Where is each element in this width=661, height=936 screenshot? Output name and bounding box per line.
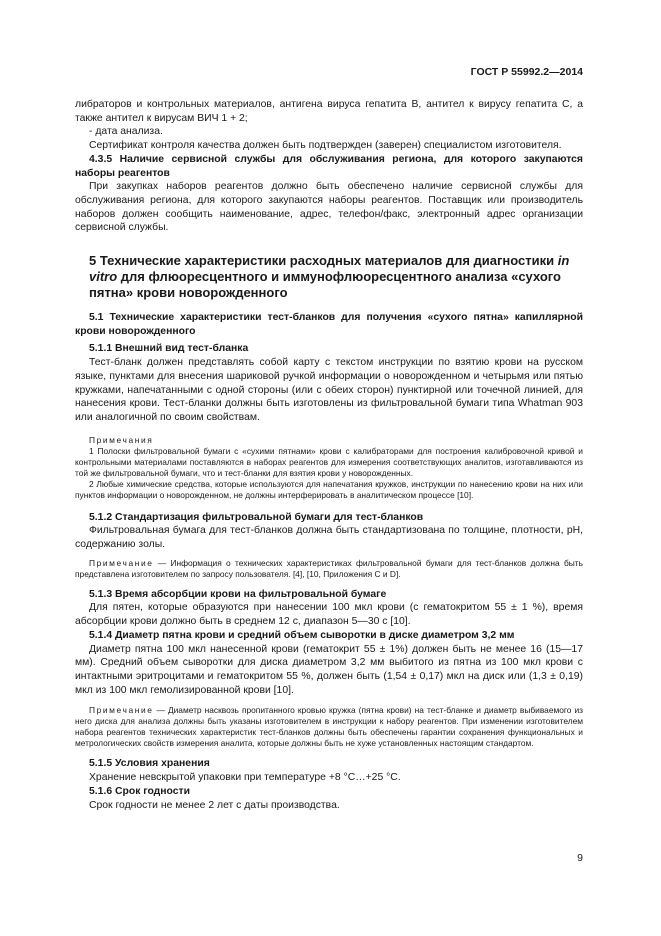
paragraph: Фильтровальная бумага для тест-бланков должна быть стандартизована по толщине, плотности, pH, содержанию золы. [75,525,583,551]
section-heading: 5.1.5 Условия хранения [89,758,210,770]
section-heading: 5.1.6 Срок годности [89,785,191,797]
section-heading: 5.1.4 Диаметр пятна крови и средний объем сыворотки в диске диаметром 3,2 мм [89,629,515,641]
paragraph: Диаметр пятна 100 мкл нанесенной крови (гематокрит 55 ± 1%) должен быть не менее 16 (15—17 мм). Средний объем сыворотки для диска диаметром 3,2 мм выбитого из пятна из 100 мкл крови с интактными эритроцитами и гематокритом 55 %, должен быть (1,54 ± 0,17) мкл на диск или (1,3 ± 0,19) мкл из 100 мкл гемолизированной крови [10]. [75,643,583,696]
paragraph: Сертификат контроля качества должен быть подтвержден (заверен) специалистом изготовителя. [89,140,562,152]
note-item: 1 Полоски фильтровальной бумаги с «сухими пятнами» крови с калибраторами для построения калибровочной кривой и контрольными материалами поставляются в наборах реагентов для измерения соответствующих аналитов, изготавливаются из той же фильтровальной бумаги, что и тест-бланки для взятия крови у новорожденных. [75,445,583,478]
section-heading: 5.1.3 Время абсорбции крови на фильтровальной бумаге [89,588,387,600]
section-heading: 5.1 Технические характеристики тест-бланков для получения «сухого пятна» капиллярной крови новорожденного [75,312,583,337]
section-heading: 5.1.2 Стандартизация фильтровальной бумаги для тест-бланков [89,511,424,523]
section-title-part: для флюоресцентного и иммунофлюоресцентного анализа «сухого пятна» крови новорожденного [89,269,561,301]
note-label: Примечание [89,705,154,716]
paragraph: Срок годности не менее 2 лет с даты производства. [89,799,340,811]
note-item [75,705,583,749]
section-title-italic: in vitro [89,253,570,285]
page-body [75,98,583,812]
section-heading: 5.1.1 Внешний вид тест-бланка [89,343,249,355]
paragraph: Для пятен, которые образуются при нанесении 100 мкл крови (с гематокритом 55 ± 1 %), время абсорбции крови должно быть в среднем 12 с, диапазон 5—30 с [10]. [75,602,583,628]
note-text: — Диаметр насквозь пропитанного кровью кружка (пятна крови) на тест-бланке и диаметр выбиваемого из него диска для анализа должны быть указаны изготовителем в инструкции к набору реагентов. При изменении изготовителем набора реагентов технических характеристик тест-бланков должны быть обеспечены гарантии сохранения функциональных и метрологических свойств измерения аналита, которые должны быть не хуже установленных настоящим стандартом. [75,705,583,749]
paragraph: При закупках наборов реагентов должно быть обеспечено наличие сервисной службы для обслуживания региона, для которого закупаются наборы реагентов. Поставщик или производитель наборов должен сообщить наименование, адрес, телефон/факс, электронный адрес организации сервисной службы. [75,181,583,234]
section-title-part: 5 Технические характеристики расходных материалов для диагностики [89,253,555,269]
note-label: Примечание [89,557,154,568]
paragraph: - дата анализа. [89,126,163,138]
standard-header: ГОСТ Р 55992.2—2014 [470,66,583,78]
paragraph: Хранение невскрытой упаковки при температуре +8 °С…+25 °С. [89,772,401,784]
section-title [75,253,583,301]
paragraph: Тест-бланк должен представлять собой карту с текстом инструкции по взятию крови на русском языке, пунктами для внесения шариковой ручкой информации о новорожденном и четырьмя или пятью кружками, напечатанными с одной стороны (или с обеих сторон) пунктирной или точечной линией, для нанесения крови. Тест-бланки должны быть изготовлены из фильтровальной бумаги типа Whatman 903 или аналогичной по своим свойствам. [75,357,583,423]
paragraph: либраторов и контрольных материалов, антигена вируса гепатита В, антител к вирусу гепатита С, а также антител к вирусам ВИЧ 1 + 2; [75,99,583,124]
page-number: 9 [577,852,583,864]
note-item: 2 Любые химические средства, которые используются для напечатания кружков, инструкции по нанесению крови на них или пунктов информации о новорожденном, не должны интерферировать в аналитическом процессе [10]. [75,478,583,500]
note-item [75,558,583,580]
note-text: — Информация о технических характеристиках фильтровальной бумаги для тест-бланков должна быть представлена изготовителем по запросу пользователя. [4], [10, Приложения С и D]. [75,557,583,579]
section-heading: 4.3.5 Наличие сервисной службы для обслуживания региона, для которого закупаются наборы реагентов [75,153,583,179]
note-label: Примечания [89,434,154,445]
